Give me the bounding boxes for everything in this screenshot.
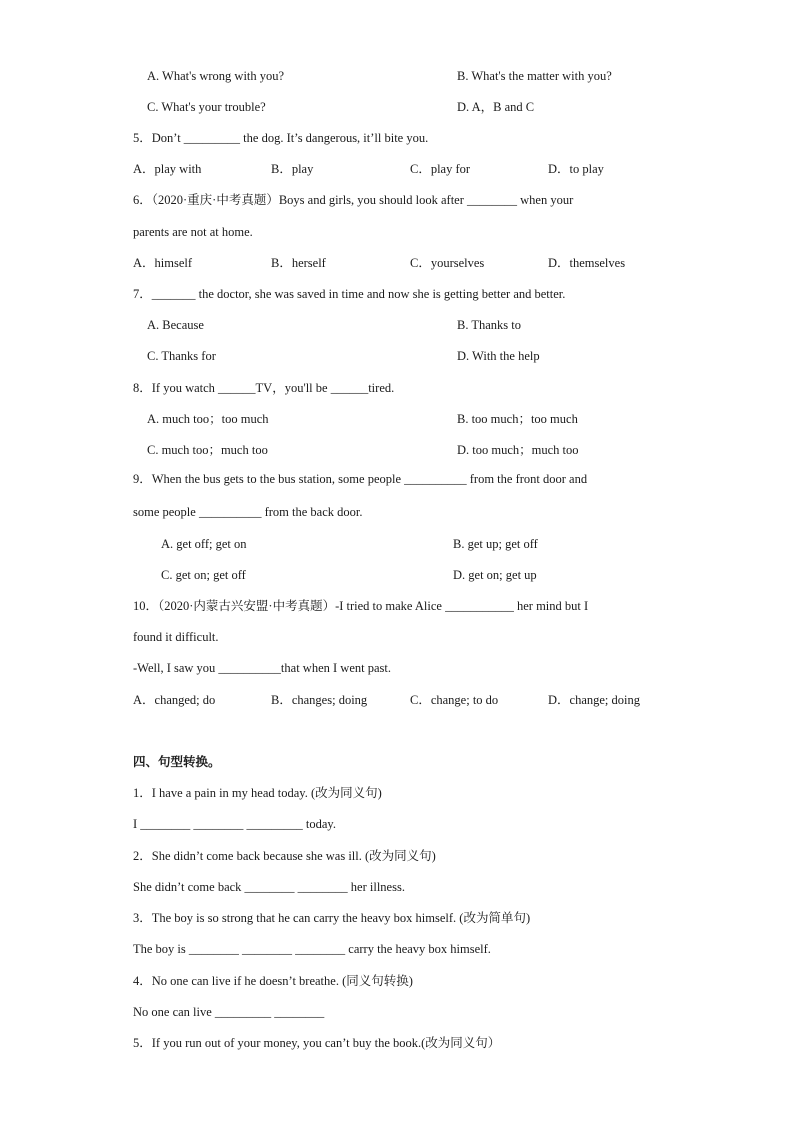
q6-stem-line2: parents are not at home. [133, 225, 253, 239]
q7-option-d: D. With the help [457, 349, 540, 363]
s4-q4-prompt: 4．No one can live if he doesn’t breathe. (同义句转换) [133, 974, 413, 988]
q5-option-d: D．to play [548, 162, 604, 176]
s4-q3-prompt: 3．The boy is so strong that he can carry the heavy box himself. (改为简单句) [133, 911, 531, 925]
q7-stem: 7．_______ the doctor, she was saved in time and now she is getting better and better. [133, 287, 566, 301]
s4-q5-prompt: 5．If you run out of your money, you can’t buy the book.(改为同义句） [133, 1036, 501, 1050]
q9-stem-line2: some people __________ from the back door. [133, 505, 363, 519]
q6-option-c: C．yourselves [410, 256, 485, 270]
q9-option-a: A. get off; get on [161, 537, 247, 551]
q5-stem: 5．Don’t _________ the dog. It’s dangerous, it’ll bite you. [133, 131, 429, 145]
q7-option-c: C. Thanks for [147, 349, 216, 363]
q8-option-b: B. too much；too much [457, 412, 578, 426]
q6-option-a: A．himself [133, 256, 193, 270]
q6-option-b: B．herself [271, 256, 326, 270]
q5-option-c: C．play for [410, 162, 471, 176]
q5-option-a: A．play with [133, 162, 202, 176]
q10-stem-line3: -Well, I saw you __________that when I went past. [133, 661, 391, 675]
q10-option-c: C．change; to do [410, 693, 499, 707]
q10-stem-line1: 10．（2020·内蒙古兴安盟·中考真题）-I tried to make Alice ___________ her mind but I [133, 599, 589, 613]
q9-option-d: D. get on; get up [453, 568, 537, 582]
s4-q1-answer-line: I ________ ________ _________ today. [133, 817, 336, 831]
q9-stem-line1: 9．When the bus gets to the bus station, some people __________ from the front door and [133, 472, 588, 486]
s4-q2-prompt: 2．She didn’t come back because she was ill. (改为同义句) [133, 849, 436, 863]
section-heading: 四、句型转换。 [133, 754, 221, 769]
q6-stem-line1: 6．（2020·重庆·中考真题）Boys and girls, you should look after ________ when your [133, 193, 574, 207]
q8-stem: 8．If you watch ______TV，you'll be ______tired. [133, 381, 395, 395]
q8-option-c: C. much too；much too [147, 443, 268, 457]
q10-stem-line2: found it difficult. [133, 630, 219, 644]
q7-option-a: A. Because [147, 318, 204, 332]
s4-q4-answer-line: No one can live _________ ________ [133, 1005, 325, 1019]
q6-option-d: D．themselves [548, 256, 626, 270]
s4-q2-answer-line: She didn’t come back ________ ________ her illness. [133, 880, 405, 894]
q7-option-b: B. Thanks to [457, 318, 522, 332]
q4-option-c: C. What's your trouble? [147, 100, 266, 114]
q8-option-d: D. too much；much too [457, 443, 579, 457]
q10-option-d: D．change; doing [548, 693, 640, 707]
q9-option-c: C. get on; get off [161, 568, 246, 582]
s4-q3-answer-line: The boy is ________ ________ ________ carry the heavy box himself. [133, 942, 491, 956]
q8-option-a: A. much too；too much [147, 412, 269, 426]
q10-option-a: A．changed; do [133, 693, 216, 707]
q4-option-a: A. What's wrong with you? [147, 69, 285, 83]
q4-option-d: D. A，B and C [457, 100, 535, 114]
q10-option-b: B．changes; doing [271, 693, 368, 707]
q4-option-b: B. What's the matter with you? [457, 69, 612, 83]
s4-q1-prompt: 1．I have a pain in my head today. (改为同义句) [133, 786, 382, 800]
q5-option-b: B．play [271, 162, 314, 176]
q9-option-b: B. get up; get off [453, 537, 538, 551]
